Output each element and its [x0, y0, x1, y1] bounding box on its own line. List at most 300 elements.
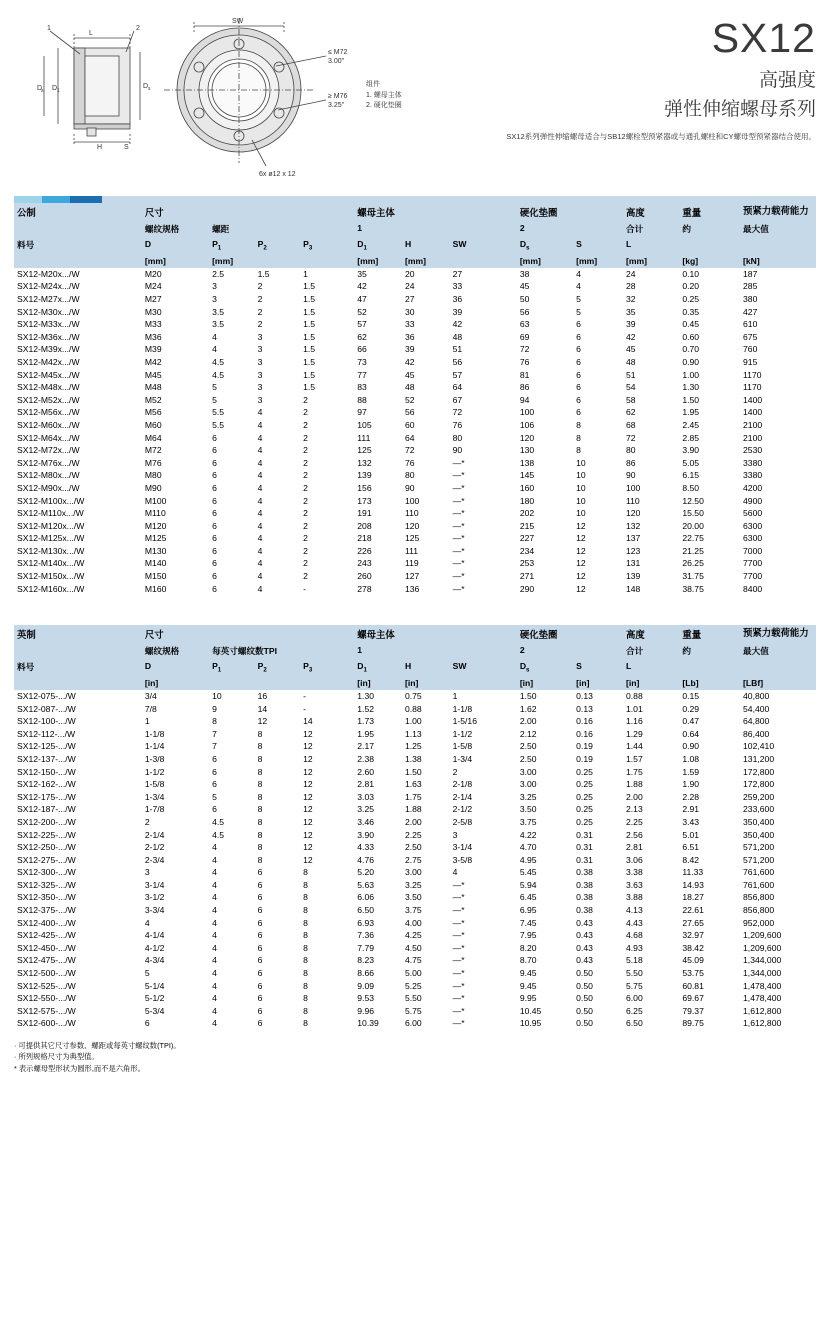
- table-cell: 0.45: [679, 318, 740, 331]
- table-row: [14, 917, 816, 930]
- imperial-part-number: SX12-475-.../W: [17, 955, 76, 966]
- imperial-unit-D1: [in]: [354, 676, 402, 690]
- metric-part-number: SX12-M76x.../W: [17, 457, 80, 468]
- metric-part-number: SX12-M27x.../W: [14, 293, 142, 306]
- imperial-part-number: SX12-550-.../W: [14, 992, 142, 1005]
- table-cell: 38: [517, 268, 573, 281]
- table-cell: 131: [626, 558, 641, 569]
- table-cell: 6.25: [626, 1005, 643, 1016]
- table-cell: 1.5: [303, 356, 316, 367]
- table-cell: 4.75: [404, 955, 422, 966]
- table-cell: 2-1/2: [142, 841, 209, 854]
- metric-sub-height-total: 合计: [623, 221, 679, 237]
- table-cell: 6: [255, 917, 301, 930]
- metric-header-system: 公制: [14, 203, 142, 221]
- table-cell: 33: [452, 281, 463, 292]
- table-cell: 610: [740, 318, 816, 331]
- table-row: [14, 765, 816, 778]
- table-cell: 427: [743, 306, 758, 317]
- table-cell: 2: [142, 816, 209, 829]
- table-cell: 6: [209, 494, 255, 507]
- svg-text:1: 1: [57, 88, 60, 94]
- table-cell: 6.50: [623, 1017, 679, 1030]
- table-cell: —*: [452, 905, 465, 916]
- table-cell: 4: [212, 955, 217, 966]
- imperial-part-number: SX12-600-.../W: [14, 1017, 142, 1030]
- footnote-2: · 所列规格尺寸为典型值。: [14, 1052, 99, 1062]
- metric-group-header-row: [14, 203, 816, 221]
- table-cell: 0.19: [573, 740, 623, 753]
- svg-text:SW: SW: [232, 18, 244, 25]
- imperial-sub-tpi: 每英寸螺纹数TPI: [209, 643, 354, 659]
- metric-part-number: SX12-M30x.../W: [17, 306, 80, 317]
- table-cell: 0.70: [679, 343, 740, 356]
- table-cell: 1-3/4: [452, 753, 473, 764]
- table-cell: 6: [212, 457, 217, 468]
- metric-part-number: SX12-M52x.../W: [14, 394, 142, 407]
- table-row: [14, 702, 816, 715]
- table-cell: 2: [257, 306, 263, 317]
- table-cell: 260: [354, 570, 402, 583]
- table-cell: —*: [450, 917, 517, 930]
- table-cell: —*: [450, 520, 517, 533]
- metric-part-number: SX12-M80x.../W: [14, 469, 142, 482]
- table-cell: 6: [573, 368, 623, 381]
- table-cell: 1,209,600: [740, 942, 816, 955]
- table-cell: 3: [255, 368, 301, 381]
- table-cell: 4: [257, 407, 263, 418]
- table-cell: 48: [452, 331, 463, 342]
- metric-header-preload: 预紧力载荷能力: [740, 203, 816, 221]
- table-cell: M125: [144, 533, 167, 544]
- table-cell: 3: [209, 293, 255, 306]
- metric-col-P3: $P_3$: [300, 237, 354, 254]
- table-cell: 45: [402, 368, 450, 381]
- table-cell: 6.15: [679, 469, 740, 482]
- table-cell: 0.31: [576, 829, 593, 840]
- metric-part-number: SX12-M36x.../W: [17, 331, 80, 342]
- table-row: [14, 570, 816, 583]
- table-cell: 8: [300, 1017, 354, 1030]
- table-cell: 7.45: [517, 917, 573, 930]
- imperial-col-D1: $D_1$: [354, 659, 402, 676]
- table-row: [14, 306, 816, 319]
- table-cell: 2: [303, 407, 308, 418]
- table-row: [14, 992, 816, 1005]
- table-cell: 675: [743, 331, 758, 342]
- table-cell: 80: [402, 469, 450, 482]
- table-cell: 12: [573, 545, 623, 558]
- table-cell: 9.45: [519, 980, 537, 991]
- table-row: [14, 482, 816, 495]
- svg-text:≤ M72: ≤ M72: [328, 49, 348, 56]
- table-cell: 1.00: [402, 715, 450, 728]
- table-cell: —*: [452, 508, 465, 519]
- table-cell: 5.01: [682, 829, 700, 840]
- table-cell: 110: [623, 494, 679, 507]
- table-cell: 3-1/4: [144, 879, 165, 890]
- metric-part-number: SX12-M150x.../W: [14, 570, 142, 583]
- metric-part-number: SX12-M90x.../W: [17, 482, 80, 493]
- imperial-unit-blank: [14, 676, 142, 690]
- table-cell: 120: [402, 520, 450, 533]
- table-cell: 6: [212, 432, 217, 443]
- table-cell: 4: [255, 419, 301, 432]
- subtitle-strength: 高强度: [758, 70, 816, 91]
- table-cell: 4: [209, 841, 255, 854]
- table-cell: 6: [212, 804, 217, 815]
- table-cell: 63: [517, 318, 573, 331]
- table-cell: 145: [517, 469, 573, 482]
- imperial-table-head: [14, 625, 816, 690]
- table-cell: 12: [303, 829, 313, 840]
- table-cell: 6.93: [354, 917, 402, 930]
- table-cell: 6: [255, 866, 301, 879]
- table-row: [14, 318, 816, 331]
- table-cell: 6: [212, 753, 217, 764]
- table-cell: 2.50: [517, 740, 573, 753]
- table-cell: 1,612,800: [740, 1017, 816, 1030]
- imperial-part-number: SX12-225-.../W: [17, 829, 76, 840]
- table-cell: 1.95: [682, 407, 700, 418]
- table-cell: 6: [257, 1005, 263, 1016]
- imperial-part-number: SX12-175-.../W: [14, 791, 142, 804]
- table-cell: 0.50: [573, 967, 623, 980]
- table-cell: -: [303, 703, 306, 714]
- table-cell: 2.91: [682, 804, 700, 815]
- table-cell: 2.50: [519, 753, 537, 764]
- table-cell: 51: [450, 343, 517, 356]
- table-cell: 100: [519, 407, 535, 418]
- table-cell: 290: [519, 583, 535, 594]
- table-cell: 3-3/4: [144, 905, 165, 916]
- table-cell: 64: [452, 382, 463, 393]
- table-cell: 4-1/4: [144, 930, 165, 941]
- metric-col-D1: $D_1$: [354, 237, 402, 254]
- imperial-header-preload: 预紧力载荷能力: [740, 625, 816, 643]
- table-cell: 138: [519, 457, 535, 468]
- table-cell: 8: [303, 1005, 308, 1016]
- table-row: [14, 557, 816, 570]
- table-cell: 8: [303, 879, 308, 890]
- table-cell: 127: [402, 570, 450, 583]
- table-row: [14, 929, 816, 942]
- table-row: [14, 690, 816, 703]
- table-cell: 3.00: [402, 866, 450, 879]
- table-cell: 1,344,000: [743, 955, 782, 966]
- table-cell: 0.64: [682, 728, 700, 739]
- table-cell: 6: [257, 905, 263, 916]
- table-cell: 4: [255, 570, 301, 583]
- imperial-sub-nutbody-num: 1: [354, 643, 402, 659]
- svg-text:D: D: [37, 85, 43, 92]
- table-cell: 3: [257, 382, 263, 393]
- metric-sub-blank-5: [573, 221, 623, 237]
- table-cell: 40,800: [740, 690, 816, 703]
- svg-text:S: S: [124, 144, 129, 151]
- table-cell: 54,400: [743, 703, 770, 714]
- table-cell: 4: [255, 494, 301, 507]
- table-cell: 80: [623, 444, 679, 457]
- table-cell: 952,000: [740, 917, 816, 930]
- imperial-header-nutbody: 螺母主体: [354, 625, 402, 643]
- table-cell: 4-1/2: [142, 942, 209, 955]
- imperial-col-lb-blank: [679, 659, 740, 676]
- table-cell: 4: [209, 343, 255, 356]
- table-row: [14, 891, 816, 904]
- table-cell: 233,600: [743, 804, 775, 815]
- table-cell: 0.43: [573, 942, 623, 955]
- table-cell: 3: [257, 331, 263, 342]
- table-cell: 1.30: [354, 690, 402, 703]
- svg-text:3.00": 3.00": [328, 58, 345, 65]
- table-cell: 12: [303, 779, 313, 790]
- table-cell: 571,200: [740, 841, 816, 854]
- metric-part-number: SX12-M45x.../W: [14, 368, 142, 381]
- metric-part-number: SX12-M125x.../W: [17, 533, 85, 544]
- table-cell: 0.15: [679, 690, 740, 703]
- table-cell: 8: [576, 432, 581, 443]
- table-cell: 856,800: [740, 891, 816, 904]
- svg-text:1: 1: [47, 25, 51, 32]
- table-cell: 2: [303, 558, 308, 569]
- metric-header-blank-4: [402, 203, 450, 221]
- table-cell: 8.70: [519, 955, 537, 966]
- metric-sub-nutbody-num: 1: [354, 221, 402, 237]
- table-cell: —*: [452, 533, 465, 544]
- table-cell: 2: [450, 765, 517, 778]
- imperial-unit-p2-blank: [255, 676, 301, 690]
- table-cell: 3: [452, 829, 458, 840]
- table-cell: 12: [303, 804, 313, 815]
- table-cell: 2: [303, 457, 308, 468]
- imperial-col-D: D: [142, 659, 209, 676]
- table-cell: 4: [257, 558, 263, 569]
- table-cell: 0.31: [573, 841, 623, 854]
- table-cell: 12: [300, 841, 354, 854]
- table-cell: 1.5: [300, 368, 354, 381]
- table-cell: 243: [357, 558, 372, 569]
- table-cell: 7.36: [357, 930, 375, 941]
- table-cell: 10: [576, 508, 586, 519]
- table-cell: M42: [144, 356, 162, 367]
- table-cell: 5.5: [209, 419, 255, 432]
- table-cell: 1.01: [626, 703, 643, 714]
- table-cell: 22.61: [682, 905, 704, 916]
- metric-col-L: L: [623, 237, 679, 254]
- metric-unit-D: [mm]: [142, 254, 209, 268]
- table-row: [14, 1005, 816, 1018]
- table-cell: 24: [623, 268, 679, 281]
- table-row: [14, 381, 816, 394]
- table-cell: 4.25: [404, 930, 422, 941]
- title-block: [466, 15, 816, 142]
- table-cell: 0.38: [573, 866, 623, 879]
- table-cell: 90: [450, 444, 517, 457]
- table-cell: 12: [303, 854, 313, 865]
- table-cell: —*: [452, 980, 465, 991]
- table-cell: 10: [209, 690, 255, 703]
- table-cell: 1.5: [300, 318, 354, 331]
- table-cell: 72: [452, 407, 463, 418]
- table-cell: 9.95: [517, 992, 573, 1005]
- table-cell: 3/4: [142, 690, 209, 703]
- table-row: [14, 1017, 816, 1030]
- table-cell: 5.05: [682, 457, 700, 468]
- table-cell: 4.76: [357, 854, 375, 865]
- imperial-part-number: SX12-500-.../W: [14, 967, 142, 980]
- imperial-part-number: SX12-075-.../W: [14, 690, 142, 703]
- table-cell: 1.5: [300, 343, 354, 356]
- svg-text:1. 螺母主体: 1. 螺母主体: [366, 92, 402, 99]
- table-row: [14, 753, 816, 766]
- metric-col-kn-blank: [740, 237, 816, 254]
- table-cell: 139: [354, 469, 402, 482]
- table-cell: 52: [402, 394, 450, 407]
- table-cell: 2.60: [354, 765, 402, 778]
- table-cell: 0.35: [682, 306, 700, 317]
- table-cell: 38.75: [682, 583, 704, 594]
- imperial-part-number: SX12-162-.../W: [17, 779, 76, 790]
- table-cell: 5: [209, 394, 255, 407]
- imperial-part-number: SX12-325-.../W: [17, 879, 76, 890]
- table-cell: 79.37: [682, 1005, 704, 1016]
- table-cell: 5: [142, 967, 209, 980]
- table-cell: 12: [576, 533, 586, 544]
- imperial-header-blank-6: [573, 625, 623, 643]
- table-cell: 234: [517, 545, 573, 558]
- metric-sub-preload-max: 最大值: [740, 221, 816, 237]
- table-cell: 120: [519, 432, 535, 443]
- metric-header-blank-5: [450, 203, 517, 221]
- imperial-part-number: SX12-137-.../W: [17, 753, 76, 764]
- table-cell: 27.65: [679, 917, 740, 930]
- table-cell: 180: [517, 494, 573, 507]
- table-cell: 26.25: [682, 558, 704, 569]
- table-cell: 83: [357, 382, 367, 393]
- table-cell: 80: [452, 432, 463, 443]
- table-cell: 48: [404, 382, 415, 393]
- table-cell: 48: [626, 356, 636, 367]
- table-cell: 1.00: [679, 368, 740, 381]
- table-cell: 2.81: [623, 841, 679, 854]
- table-row: [14, 854, 816, 867]
- table-cell: 14: [300, 715, 354, 728]
- table-cell: 5-3/4: [144, 1005, 165, 1016]
- table-cell: 3.00: [517, 765, 573, 778]
- table-cell: 3.90: [357, 829, 375, 840]
- table-cell: 3.06: [626, 854, 643, 865]
- table-cell: 1-1/2: [142, 765, 209, 778]
- table-cell: 1-1/8: [452, 703, 473, 714]
- imperial-header-blank-3: [300, 625, 354, 643]
- table-cell: 6.51: [679, 841, 740, 854]
- table-row: [14, 431, 816, 444]
- table-cell: 3.03: [354, 791, 402, 804]
- table-cell: 88: [354, 394, 402, 407]
- table-cell: 111: [357, 432, 371, 443]
- metric-sub-blank-4: [450, 221, 517, 237]
- table-cell: 1-5/8: [144, 779, 165, 790]
- table-cell: —*: [452, 482, 465, 493]
- table-cell: 69: [519, 331, 530, 342]
- table-cell: 52: [357, 306, 367, 317]
- table-cell: 2.85: [682, 432, 700, 443]
- table-cell: 6: [576, 407, 581, 418]
- table-cell: 3.63: [626, 879, 643, 890]
- table-cell: 64,800: [740, 715, 816, 728]
- table-cell: 1.59: [679, 765, 740, 778]
- table-cell: 4.5: [212, 356, 225, 367]
- table-cell: 15.50: [682, 508, 704, 519]
- table-cell: 3.25: [517, 791, 573, 804]
- table-cell: 5.75: [404, 1005, 422, 1016]
- table-cell: 6: [212, 779, 217, 790]
- table-cell: 6300: [743, 533, 763, 544]
- table-cell: 35: [354, 268, 402, 281]
- table-cell: 12.50: [679, 494, 740, 507]
- table-cell: 10: [573, 494, 623, 507]
- table-cell: 6: [257, 879, 263, 890]
- imperial-header-height: 高度: [623, 625, 679, 643]
- table-cell: 0.38: [576, 905, 593, 916]
- table-cell: 1-1/2: [452, 728, 473, 739]
- table-cell: 22.75: [682, 533, 704, 544]
- table-row: [14, 545, 816, 558]
- table-cell: 0.38: [576, 879, 593, 890]
- table-cell: 9.96: [357, 1005, 375, 1016]
- table-cell: 208: [354, 520, 402, 533]
- imperial-symbol-row: [14, 659, 816, 676]
- metric-col-H: H: [402, 237, 450, 254]
- table-row: [14, 368, 816, 381]
- table-cell: 8.42: [682, 854, 700, 865]
- metric-unit-D1: [mm]: [354, 254, 402, 268]
- metric-part-number: SX12-M140x.../W: [17, 558, 85, 569]
- table-cell: 2: [300, 419, 354, 432]
- imperial-sub-blank-0: [14, 643, 142, 659]
- table-row: [14, 280, 816, 293]
- table-cell: 51: [623, 368, 679, 381]
- table-cell: 9.45: [517, 967, 573, 980]
- table-cell: 5.94: [519, 879, 537, 890]
- table-cell: 2.00: [517, 715, 573, 728]
- table-cell: 6: [209, 570, 255, 583]
- table-cell: 58: [623, 394, 679, 407]
- table-cell: 8.23: [357, 955, 375, 966]
- imperial-table-body: [14, 690, 816, 1030]
- page-title: SX12: [711, 15, 816, 61]
- table-cell: 81: [517, 368, 573, 381]
- table-cell: 6: [573, 343, 623, 356]
- table-cell: 8: [255, 791, 301, 804]
- table-cell: 10.45: [519, 1005, 542, 1016]
- table-cell: 100: [626, 482, 641, 493]
- imperial-unit-D: [in]: [142, 676, 209, 690]
- table-cell: 0.50: [573, 1017, 623, 1030]
- table-row: [14, 954, 816, 967]
- table-cell: 2: [303, 432, 308, 443]
- imperial-part-number: SX12-112-.../W: [17, 728, 76, 739]
- table-cell: M27: [142, 293, 209, 306]
- imperial-part-number: SX12-275-.../W: [17, 854, 76, 865]
- table-cell: 45: [519, 281, 530, 292]
- table-cell: 2: [300, 545, 354, 558]
- table-cell: 1,209,600: [743, 930, 782, 941]
- table-cell: 1-5/8: [450, 740, 517, 753]
- table-cell: 8: [257, 829, 263, 840]
- table-cell: 1.5: [303, 382, 316, 393]
